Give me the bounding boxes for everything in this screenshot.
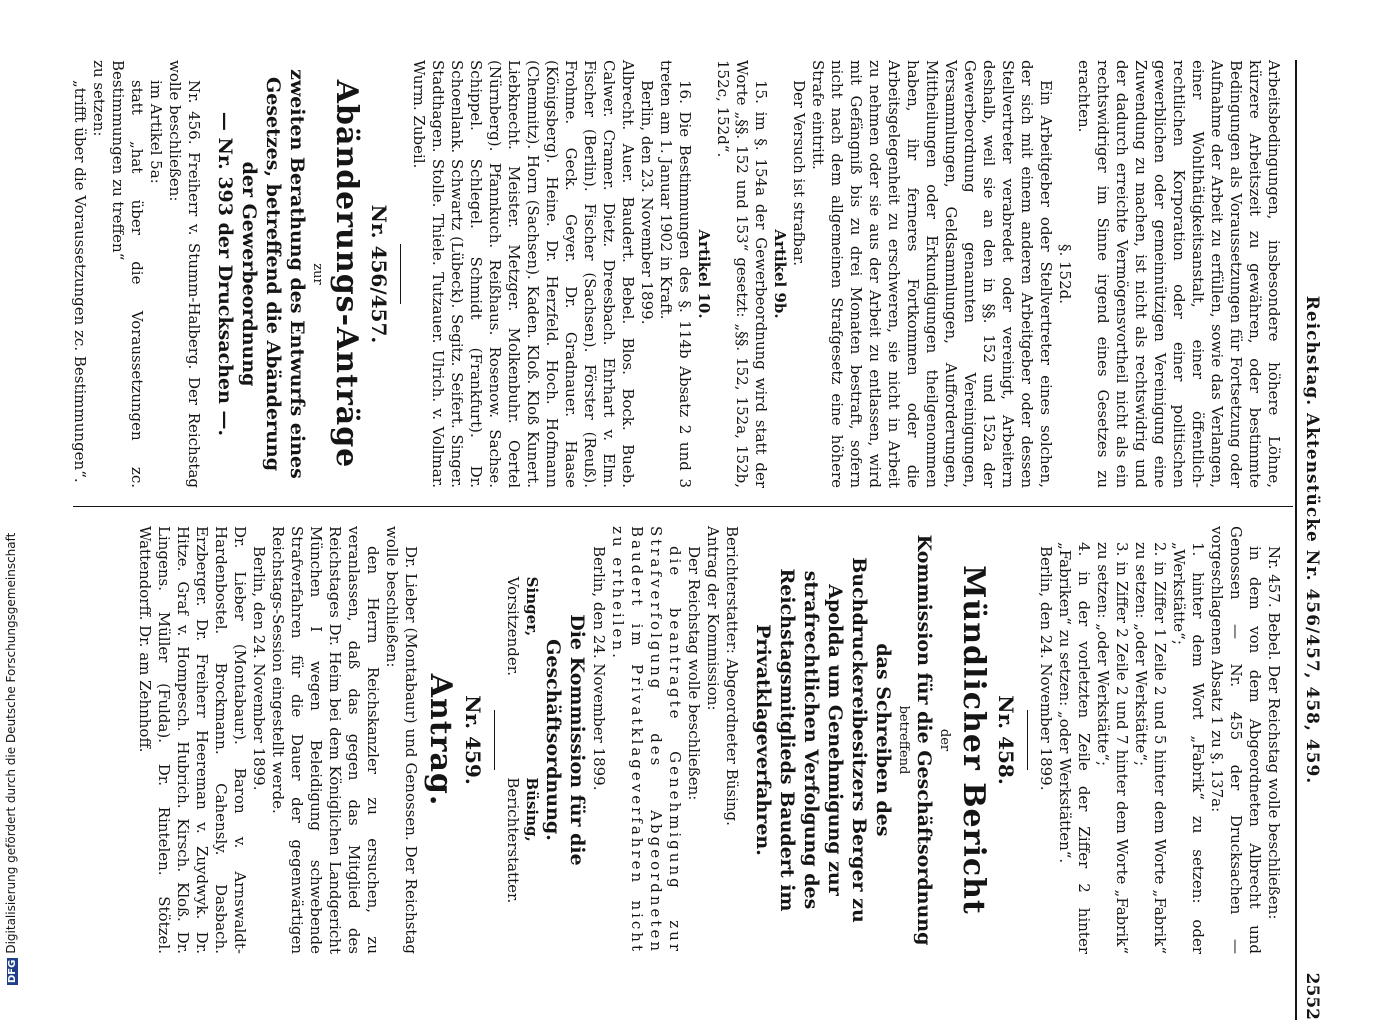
date-line: Berlin, den 24. November 1899. <box>250 546 268 791</box>
article-heading: Artikel 10. <box>695 229 713 319</box>
document-number: Nr. 458. <box>994 695 1018 785</box>
amendment-list <box>1055 526 1207 954</box>
page-number: 2552 <box>1302 972 1322 1020</box>
signature-block <box>503 526 541 954</box>
document-heading: Mündlicher Bericht <box>956 565 991 915</box>
list-item: 3. in Ziffer 2 Zeile 2 und 7 hinter dem Worte „Fabrik“ zu setzen: „oder Werkstätte“; <box>1094 542 1131 954</box>
list-item: 4. in der vorletzten Zeile der Ziffer 2 hinter „Fabriken“ zu setzen: „oder Werkstätten“. <box>1056 542 1093 954</box>
right-column <box>135 526 1283 954</box>
list-item: 15. im §. 154a der Gewerbeordnung wird statt der Worte „§§. 152 und 153“ gesetzt: „§§. 152, 152a, 152b, 152c, 152d“. <box>714 60 770 488</box>
digitization-credit <box>4 0 18 985</box>
date-line: Berlin, den 24. November 1899. <box>590 546 608 791</box>
motion-text: Nr. 457. Bebel. Der Reichstag wolle beschließen: <box>1265 546 1283 920</box>
signatories: Albrecht. Auer. Baudert. Bebel. Blos. Bock. Bueb. Calwer. Cramer. Dietz. Dreesbach. Ehrhart v. Elm. Fischer (Berlin). Fischer (Sachsen). Förster (Reuß). Frohme. Geck. Geyer. Dr. Gradnauer. Haase (Königsberg). Heine. Dr. Herzfeld. Hoch. Hofmann (Chemnitz). Horn (Sachsen). Kaden. Kloß. Kloß Kunert. Liebknecht. Meister. Metzger. Molkenbuhr. Oertel (Nürnberg). Pfannkuch. Reißhaus. Rosenow. Sachse. Schippel. Schlegel. Schmidt (Frankfurt). Dr. Schoenlank. Schwartz (Lübeck). Segitz. Seifert. Singer. Stadthagen. Stolle. Thiele. Tutzauer. Ulrich. v. Vollmar. Wurm. Zubeil. <box>410 60 637 488</box>
column-divider <box>73 506 1293 507</box>
committee-signature: Die Kommission für die Geschäftsordnung. <box>542 614 588 866</box>
motion-text: die beantragte Genehmigung zur Strafverfolgung des Abgeordneten Baudert im Privatklageverfahren nicht zu ertheilen. <box>609 526 684 954</box>
separator <box>1027 710 1028 770</box>
paragraph: Der Versuch ist strafbar. <box>790 80 808 267</box>
rapporteur-line: Berichterstatter: Abgeordneter Büsing. <box>723 526 741 826</box>
list-item: 1. hinter dem Wort „Fabrik“ zu setzen: oder „Werkstätte“; <box>1170 542 1207 954</box>
document-heading: Antrag. <box>423 673 458 807</box>
separator <box>494 710 495 770</box>
signer-name: Büsing, <box>523 777 541 842</box>
subheading: betreffend <box>896 705 911 775</box>
separator <box>400 244 401 304</box>
document-number: Nr. 456/457. <box>367 204 391 344</box>
document-heading: Abänderungs-Anträge <box>329 79 364 469</box>
left-column <box>70 60 1283 488</box>
signer-name: Singer, <box>523 576 541 637</box>
section-heading: §. 152d. <box>1056 243 1074 305</box>
article-heading: Artikel 9b. <box>771 229 789 319</box>
paragraph: Arbeitsbedingungen, insbesondere höhere Löhne, kürzere Arbeitszeit zu gewähren, oder bestimmte Bedingungen als Voraussetzungen für Fortsetzung oder Aufnahme der Arbeit zu erfüllen, sowie das Verlangen, einer Wohlthätigkeitsanstalt, einer öffentlich-rechtlichen Korporation oder einer politischen gewerblichen oder gemeinnützigen Vereinigung eine Zuwendung zu machen, ist nicht als rechtswidrig und der dadurch erreichte Vermögensvortheil nicht als ein rechtswidriger im Sinne irgend eines Gesetzes zu erachten. <box>1075 60 1283 488</box>
list-item: 2. in Ziffer 1 Zeile 2 und 5 hinter dem Worte „Fabrik“ zu setzen: „oder Werkstätte“; <box>1132 542 1169 954</box>
motion-label: Antrag der Kommission: <box>704 526 722 711</box>
list-item: 16. Die Bestimmungen des §. 114b Absatz 2 und 3 treten am 1. Januar 1902 in Kraft. <box>657 60 694 488</box>
motion-text: im Artikel 5a: <box>147 80 165 184</box>
dfg-logo: DFG <box>7 959 18 983</box>
document-number: Nr. 459. <box>461 695 485 785</box>
date-line: Berlin, den 23. November 1899. <box>638 80 656 325</box>
subheading: der <box>937 728 952 752</box>
motion-text: in dem von dem Abgeordneten Albrecht und Genossen — Nr. 455 der Drucksachen — vorgeschlagenen Absatz 1 zu §. 137a: <box>1208 526 1264 954</box>
signer-role: Vorsitzender. <box>504 576 522 677</box>
signer <box>503 577 541 676</box>
motion-text: Dr. Lieber (Montabaur) und Genossen. Der Reichstag wolle beschließen: <box>383 526 420 954</box>
motion-text: zu setzen: <box>90 60 108 137</box>
signer-role: Berichterstatter. <box>504 777 522 904</box>
subject: das Schreiben des Buchdruckereibesitzers Berger zu Apolda um Genehmigung zur strafrechtlichen Verfolgung des Reichstagsmitglieds Baudert im Privatklageverfahren. <box>752 557 894 923</box>
page-header <box>1295 60 1323 1020</box>
motion-text: Der Reichstag wolle beschließen: <box>685 546 703 801</box>
subheading: Kommission für die Geschäftsordnung <box>913 534 935 946</box>
subheading: — Nr. 393 der Drucksachen —. <box>214 111 236 437</box>
page-title: Reichstag. Aktenstücke Nr. 456/457, 458, 459. <box>1302 295 1322 785</box>
signatories: Dr. Lieber (Montabaur). Baron v. Arnswaldt-Hardenbostel. Brockmann. Cahensly. Dasbach. Erzberger. Dr. Freiherr Heereman v. Zuydwyk. Dr. Hitze. Graf v. Hompesch. Hubrich. Kirsch. Kloß. Dr. Lingens. Müller (Fulda). Dr. Rintelen. Stötzel. Wattendorff. Dr. am Zehnhoff. <box>136 526 249 954</box>
signer <box>503 777 541 903</box>
motion-text: „trifft über die Voraussetzungen zc. Bestimmungen“. <box>71 80 89 483</box>
motion-text: Nr. 456. Freiherr v. Stumm-Halberg. Der Reichstag wolle beschließen: <box>166 60 203 488</box>
paragraph: Ein Arbeitgeber oder Stellvertreter eines solchen, der sich mit einem anderen Arbeitgeber oder dessen Stellvertreter verabredet oder vereinigt, Arbeitern deshalb, weil sie an den in §§. 152 und 152a der Gewerbeordnung genannten Vereinigungen, Versammlungen, Geldsammlungen, Aufforderungen, Mittheilungen oder Erkundigungen theilgenommen haben, ihr ferneres Fortkommen oder die Arbeitsgelegenheit zu erschweren, sie nicht in Arbeit zu nehmen oder sie aus der Arbeit zu entlassen, wird mit Gefängniß bis zu drei Monaten bestraft, sofern nicht nach dem allgemeinen Strafgesetz eine höhere Strafe eintritt. <box>809 60 1055 488</box>
document-page <box>33 60 1323 1020</box>
subheading: zweiten Berathung des Entwurfs eines Gesetzes, betreffend die Abänderung der Gewerbeordnung <box>238 69 308 479</box>
credit-text: Digitalisierung gefördert durch die Deutsche Forschungsgemeinschaft <box>4 532 18 954</box>
motion-text: statt „hat über die Voraussetzungen zc. Bestimmungen zu treffen“ <box>109 60 146 488</box>
date-line: Berlin, den 24. November 1899. <box>1037 546 1055 791</box>
motion-text: den Herrn Reichskanzler zu ersuchen, zu veranlassen, daß das gegen das Mitglied des Reichstages Dr. Heim bei dem Königlichen Landgericht München I wegen Beleidigung schwebende Strafverfahren für die Dauer der gegenwärtigen Reichstags-Session eingestellt werde. <box>269 526 382 954</box>
subheading: zur <box>310 263 325 285</box>
